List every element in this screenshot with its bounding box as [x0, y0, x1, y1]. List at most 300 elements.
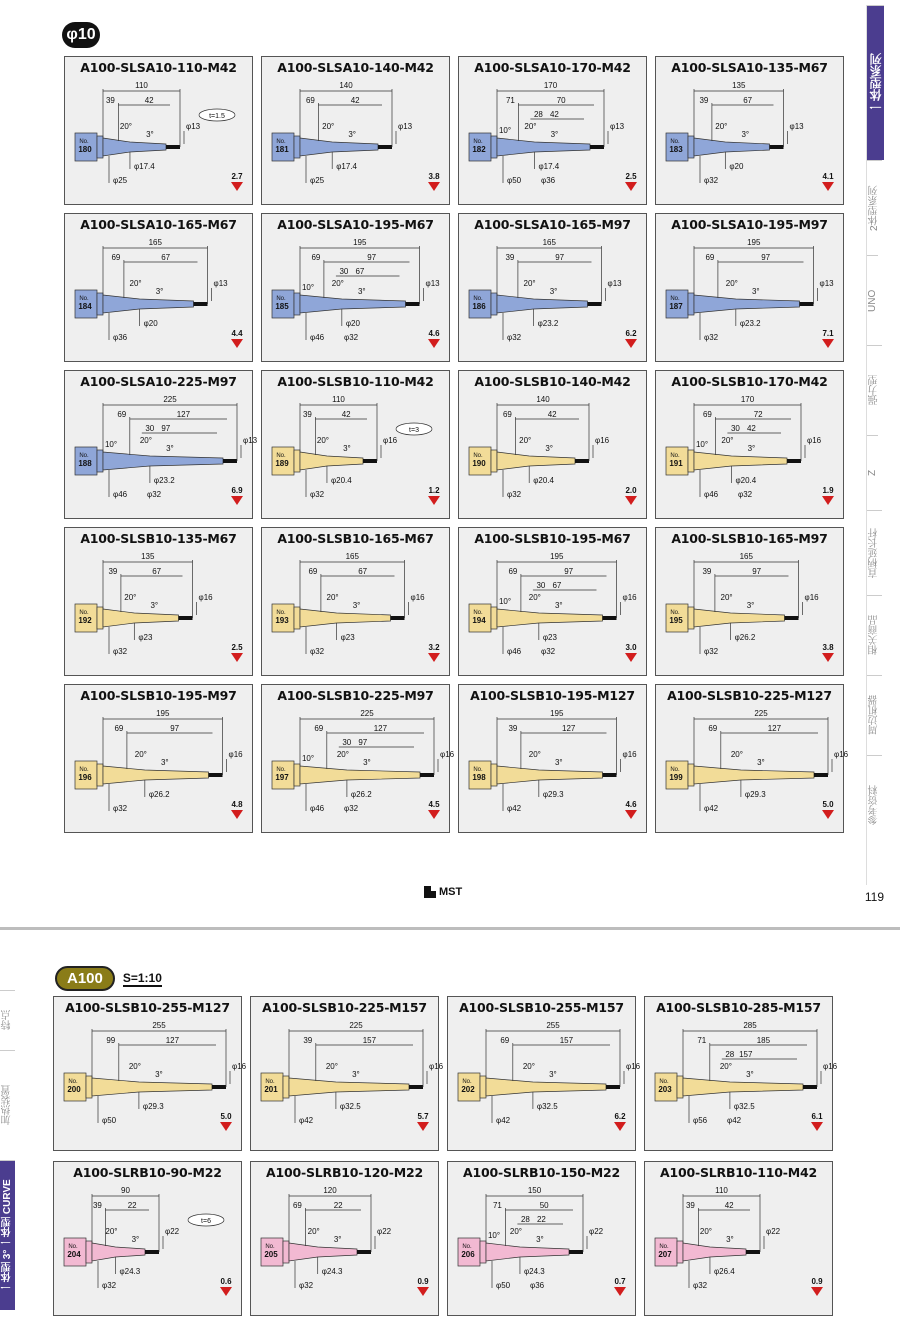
product-code: A100-SLSB10-165-M97 — [671, 531, 828, 546]
diameter-a: φ23 — [340, 633, 355, 642]
length-b: 127 — [176, 410, 191, 419]
side-tab[interactable]: 一体型系列 — [867, 5, 884, 160]
down-arrow-icon — [428, 182, 440, 191]
cutting-tool — [746, 1250, 760, 1254]
no-label: No. — [276, 296, 286, 302]
taper-angle: 3° — [166, 444, 174, 453]
down-arrow-icon — [822, 339, 834, 348]
holder-collar — [294, 764, 300, 786]
diameter-a: φ20 — [143, 319, 158, 328]
no-label: No. — [670, 767, 680, 773]
no-label: No. — [670, 296, 680, 302]
tool-drawing — [65, 705, 252, 833]
no-label: No. — [659, 1079, 669, 1085]
length-a: 39 — [702, 567, 712, 576]
down-arrow-icon — [822, 496, 834, 505]
diameter-c: φ32 — [344, 804, 359, 813]
length-b: 42 — [341, 410, 351, 419]
side-tab[interactable]: 周边机器 — [867, 675, 882, 755]
cutting-tool — [814, 773, 828, 777]
holder-collar — [97, 764, 103, 786]
diameter-b: φ32 — [507, 490, 522, 499]
diameter-b: φ50 — [507, 176, 522, 185]
tool-drawing — [656, 705, 849, 833]
tip-diameter: φ22 — [589, 1227, 604, 1236]
tip-diameter: φ16 — [626, 1062, 641, 1071]
product-card — [250, 1161, 439, 1316]
taper-shank — [486, 1078, 606, 1096]
product-code: A100-SLSB10-170-M42 — [671, 374, 828, 389]
product-card — [261, 527, 450, 676]
weight-value: 4.5 — [428, 800, 440, 809]
taper-shank — [289, 1078, 409, 1096]
taper-angle: 3° — [757, 758, 765, 767]
diameter-a: φ26.2 — [148, 790, 170, 799]
length-b: 127 — [373, 724, 388, 733]
diameter-c: φ32 — [738, 490, 753, 499]
overall-length: 170 — [740, 395, 755, 404]
weight-value: 6.2 — [614, 1112, 626, 1121]
product-card — [447, 996, 641, 1151]
diameter-a: φ20.4 — [533, 476, 554, 485]
angle-20: 20° — [139, 436, 152, 445]
diameter-b: φ42 — [704, 804, 719, 813]
product-grid-bottom — [53, 996, 838, 1316]
diameter-a: φ32.5 — [733, 1102, 755, 1111]
tool-drawing — [251, 1182, 438, 1310]
tip-diameter: φ16 — [823, 1062, 838, 1071]
item-number: 199 — [669, 773, 683, 782]
diameter-a: φ24.3 — [321, 1267, 343, 1276]
down-arrow-icon — [231, 182, 243, 191]
holder-collar — [97, 136, 103, 158]
length-c: 30 — [145, 424, 155, 433]
no-label: No. — [265, 1079, 275, 1085]
product-card — [261, 213, 450, 362]
tip-diameter: φ13 — [610, 122, 625, 131]
length-d: 97 — [161, 424, 171, 433]
left-tab[interactable]: 加热装置 — [0, 1050, 15, 1160]
item-number: 185 — [275, 302, 289, 311]
down-arrow-icon — [614, 1122, 626, 1131]
tip-diameter: φ16 — [429, 1062, 444, 1071]
tool-drawing — [656, 548, 843, 676]
weight-value: 3.8 — [822, 643, 834, 652]
no-label: No. — [659, 1244, 669, 1250]
product-code: A100-SLSB10-195-M97 — [80, 688, 237, 703]
angle-20: 20° — [124, 593, 137, 602]
series-header — [55, 966, 162, 991]
length-a: 39 — [92, 1201, 102, 1210]
overall-length: 165 — [739, 552, 753, 561]
overall-length: 150 — [527, 1186, 542, 1195]
diameter-b: φ25 — [310, 176, 325, 185]
length-b: 67 — [161, 253, 171, 262]
taper-shank — [289, 1243, 357, 1261]
tool-drawing — [645, 1017, 838, 1145]
product-card — [458, 213, 647, 362]
holder-collar — [294, 607, 300, 629]
cutting-tool — [603, 616, 617, 620]
side-tab[interactable]: 参考资料 — [867, 755, 882, 855]
side-tab[interactable]: UNO — [867, 255, 878, 345]
angle-20: 20° — [721, 436, 734, 445]
angle-20: 20° — [725, 279, 738, 288]
cutting-tool — [391, 616, 405, 620]
tip-diameter: φ22 — [766, 1227, 781, 1236]
diameter-b: φ46 — [310, 804, 325, 813]
angle-10: 10° — [301, 283, 315, 292]
overall-length: 165 — [148, 238, 162, 247]
overall-length: 120 — [323, 1186, 337, 1195]
cutting-tool — [409, 1085, 423, 1089]
product-code: A100-SLSA10-165-M97 — [474, 217, 631, 232]
product-code: A100-SLSA10-140-M42 — [277, 60, 434, 75]
holder-collar — [86, 1241, 92, 1263]
tool-drawing — [656, 234, 843, 362]
length-b: 42 — [724, 1201, 734, 1210]
angle-20: 20° — [129, 279, 142, 288]
tip-diameter: φ16 — [622, 750, 637, 759]
weight-value: 2.0 — [625, 486, 637, 495]
item-number: 207 — [658, 1250, 672, 1259]
side-tab[interactable]: 相关商品 — [867, 595, 882, 675]
length-c: 28 — [533, 110, 543, 119]
no-label: No. — [79, 139, 89, 145]
tool-drawing — [65, 77, 252, 205]
overall-length: 255 — [152, 1021, 166, 1030]
no-label: No. — [68, 1244, 78, 1250]
cutting-tool — [575, 459, 589, 463]
overall-length: 140 — [339, 81, 353, 90]
weight-value: 1.2 — [428, 486, 440, 495]
length-a: 69 — [314, 724, 324, 733]
length-a: 69 — [311, 253, 321, 262]
length-a: 69 — [702, 410, 712, 419]
item-number: 203 — [658, 1085, 672, 1094]
angle-20: 20° — [730, 750, 743, 759]
item-number: 187 — [669, 302, 683, 311]
no-label: No. — [473, 296, 483, 302]
length-a: 69 — [705, 253, 715, 262]
left-tab[interactable]: 一体型 3° 一体型 CURVE — [0, 1160, 15, 1310]
taper-angle: 3° — [131, 1235, 140, 1244]
product-grid-top — [64, 56, 849, 833]
weight-value: 2.7 — [231, 172, 243, 181]
product-code: A100-SLSB10-165-M67 — [277, 531, 434, 546]
diameter-a: φ23 — [542, 633, 557, 642]
cutting-tool — [145, 1250, 159, 1254]
taper-shank — [486, 1243, 569, 1261]
angle-20: 20° — [336, 750, 349, 759]
holder-collar — [294, 450, 300, 472]
item-number: 197 — [275, 773, 289, 782]
taper-angle: 3° — [746, 1070, 754, 1079]
product-card — [64, 684, 253, 833]
diameter-a: φ29.3 — [744, 790, 766, 799]
length-d: 97 — [358, 738, 368, 747]
down-arrow-icon — [811, 1122, 823, 1131]
no-label: No. — [68, 1079, 78, 1085]
angle-20: 20° — [509, 1227, 523, 1236]
holder-collar — [491, 293, 497, 315]
product-card — [53, 1161, 242, 1316]
scale-label: S=1:10 — [122, 970, 162, 985]
length-b: 97 — [564, 567, 574, 576]
tool-drawing — [645, 1182, 832, 1310]
product-card — [655, 213, 844, 362]
holder-collar — [688, 607, 694, 629]
tool-drawing — [65, 234, 252, 362]
tip-diameter: φ16 — [410, 593, 425, 602]
diameter-c: φ32 — [147, 490, 162, 499]
taper-shank — [694, 138, 770, 156]
diameter-b: φ46 — [113, 490, 128, 499]
weight-value: 0.6 — [220, 1277, 232, 1286]
catalog-page-next — [0, 930, 900, 1325]
product-card — [644, 1161, 833, 1316]
product-card — [655, 527, 844, 676]
taper-angle: 3° — [554, 758, 563, 767]
holder-collar — [294, 293, 300, 315]
length-b: 127 — [767, 724, 782, 733]
product-card — [64, 527, 253, 676]
length-b: 42 — [144, 96, 154, 105]
taper-shank — [300, 766, 420, 784]
weight-value: 3.0 — [625, 643, 637, 652]
down-arrow-icon — [625, 339, 637, 348]
taper-shank — [300, 452, 363, 470]
tool-drawing — [65, 548, 252, 676]
down-arrow-icon — [822, 810, 834, 819]
taper-angle: 3° — [545, 444, 554, 453]
taper-angle: 3° — [155, 287, 164, 296]
taper-shank — [497, 138, 590, 156]
tool-drawing — [448, 1182, 635, 1310]
left-index-tabs — [0, 990, 36, 1325]
thickness-value: t=6 — [201, 1218, 211, 1225]
taper-angle: 3° — [363, 758, 371, 767]
length-c: 30 — [730, 424, 740, 433]
side-index-tabs — [866, 5, 900, 885]
side-tab[interactable]: Z — [867, 435, 878, 510]
diameter-a: φ26.4 — [713, 1267, 735, 1276]
diameter-c: φ36 — [541, 176, 556, 185]
angle-20: 20° — [134, 750, 147, 759]
diameter-b: φ32 — [704, 333, 719, 342]
weight-value: 0.9 — [811, 1277, 823, 1286]
item-number: 196 — [78, 773, 92, 782]
item-number: 190 — [472, 459, 486, 468]
tool-drawing — [459, 705, 646, 833]
mst-logo-icon — [424, 886, 436, 898]
side-tab[interactable]: 2体型系列 — [867, 160, 882, 255]
diameter-c: φ42 — [727, 1116, 742, 1125]
tool-drawing — [54, 1017, 247, 1145]
diameter-a: φ20 — [345, 319, 360, 328]
length-a: 69 — [508, 567, 518, 576]
item-number: 202 — [461, 1085, 475, 1094]
diameter-b: φ32 — [113, 804, 128, 813]
tip-diameter: φ16 — [804, 593, 819, 602]
no-label: No. — [276, 453, 286, 459]
tip-diameter: φ16 — [232, 1062, 247, 1071]
angle-10: 10° — [695, 440, 709, 449]
taper-angle: 3° — [554, 601, 563, 610]
product-card — [655, 684, 849, 833]
length-b: 70 — [556, 96, 566, 105]
taper-shank — [300, 295, 406, 313]
taper-angle: 3° — [746, 601, 755, 610]
cutting-tool — [194, 302, 208, 306]
diameter-c: φ32 — [344, 333, 359, 342]
down-arrow-icon — [811, 1287, 823, 1296]
length-b: 185 — [756, 1036, 771, 1045]
product-card — [64, 56, 253, 205]
overall-length: 225 — [754, 709, 768, 718]
side-tab[interactable]: 强力型 — [867, 345, 882, 435]
tip-diameter: φ16 — [807, 436, 822, 445]
holder-collar — [97, 293, 103, 315]
diameter-b: φ42 — [507, 804, 522, 813]
length-a: 69 — [292, 1201, 302, 1210]
holder-collar — [480, 1241, 486, 1263]
diameter-a: φ29.3 — [542, 790, 564, 799]
length-d: 42 — [746, 424, 756, 433]
length-b: 157 — [559, 1036, 574, 1045]
item-number: 183 — [669, 145, 683, 154]
overall-length: 165 — [542, 238, 556, 247]
taper-angle: 3° — [747, 444, 756, 453]
down-arrow-icon — [625, 182, 637, 191]
diameter-badge: φ10 — [62, 22, 100, 48]
cutting-tool — [363, 459, 377, 463]
holder-collar — [677, 1076, 683, 1098]
product-code: A100-SLSB10-195-M67 — [474, 531, 631, 546]
length-a: 71 — [505, 96, 515, 105]
weight-value: 5.0 — [822, 800, 834, 809]
no-label: No. — [473, 610, 483, 616]
angle-20: 20° — [128, 1062, 141, 1071]
thickness-value: t=1.5 — [209, 113, 225, 120]
product-code: A100-SLSB10-225-M127 — [667, 688, 832, 703]
item-number: 198 — [472, 773, 486, 782]
tip-diameter: φ13 — [243, 436, 258, 445]
length-a: 69 — [500, 1036, 510, 1045]
diameter-a: φ24.3 — [119, 1267, 141, 1276]
product-card — [261, 56, 450, 205]
product-code: A100-SLSB10-225-M157 — [262, 1000, 427, 1015]
length-b: 97 — [555, 253, 565, 262]
length-a: 39 — [108, 567, 118, 576]
length-b: 42 — [350, 96, 360, 105]
product-card — [447, 1161, 636, 1316]
cutting-tool — [606, 1085, 620, 1089]
length-b: 127 — [562, 724, 576, 733]
no-label: No. — [670, 610, 680, 616]
length-b: 97 — [170, 724, 180, 733]
weight-value: 4.8 — [231, 800, 243, 809]
taper-angle: 3° — [150, 601, 159, 610]
cutting-tool — [209, 773, 223, 777]
taper-shank — [694, 766, 814, 784]
diameter-a: φ23.2 — [739, 319, 761, 328]
no-label: No. — [276, 610, 286, 616]
angle-10: 10° — [487, 1231, 501, 1240]
taper-shank — [103, 295, 194, 313]
diameter-a: φ32.5 — [536, 1102, 558, 1111]
taper-shank — [497, 609, 603, 627]
overall-length: 225 — [349, 1021, 363, 1030]
holder-collar — [480, 1076, 486, 1098]
diameter-a: φ26.2 — [734, 633, 756, 642]
diameter-c: φ32 — [541, 647, 556, 656]
cutting-tool — [223, 459, 237, 463]
product-code: A100-SLSA10-110-M42 — [80, 60, 237, 75]
tip-diameter: φ16 — [383, 436, 398, 445]
tool-drawing — [459, 77, 646, 205]
no-label: No. — [79, 767, 89, 773]
weight-value: 5.0 — [220, 1112, 232, 1121]
diameter-a: φ23.2 — [153, 476, 175, 485]
no-label: No. — [473, 767, 483, 773]
taper-shank — [497, 295, 588, 313]
product-code: A100-SLSB10-135-M67 — [80, 531, 237, 546]
length-d: 67 — [552, 581, 562, 590]
diameter-a: φ32.5 — [339, 1102, 361, 1111]
holder-collar — [677, 1241, 683, 1263]
angle-20: 20° — [699, 1227, 713, 1236]
diameter-a: φ17.4 — [133, 162, 155, 171]
taper-angle: 3° — [549, 287, 558, 296]
weight-value: 0.9 — [417, 1277, 429, 1286]
overall-length: 135 — [141, 552, 155, 561]
cutting-tool — [420, 773, 434, 777]
overall-length: 140 — [536, 395, 550, 404]
length-a: 39 — [508, 724, 518, 733]
overall-length: 110 — [135, 81, 148, 90]
diameter-a: φ17.4 — [336, 162, 357, 171]
diameter-b: φ50 — [102, 1116, 117, 1125]
angle-10: 10° — [498, 126, 512, 135]
overall-length: 195 — [747, 238, 761, 247]
item-number: 181 — [275, 145, 289, 154]
diameter-b: φ32 — [299, 1281, 314, 1290]
tip-diameter: φ13 — [425, 279, 440, 288]
taper-angle: 3° — [549, 1070, 557, 1079]
weight-value: 4.6 — [428, 329, 440, 338]
item-number: 200 — [67, 1085, 81, 1094]
cutting-tool — [406, 302, 420, 306]
taper-angle: 3° — [155, 1070, 163, 1079]
product-card — [64, 213, 253, 362]
length-d: 42 — [549, 110, 559, 119]
diameter-b: φ46 — [704, 490, 719, 499]
tool-drawing — [262, 548, 449, 676]
left-tab[interactable]: 特点 — [0, 990, 15, 1050]
side-tab[interactable]: 直柄延长杆 — [867, 510, 882, 595]
tip-diameter: φ16 — [834, 750, 849, 759]
weight-value: 4.4 — [231, 329, 243, 338]
length-c: 28 — [725, 1050, 735, 1059]
product-code: A100-SLSB10-255-M157 — [459, 1000, 624, 1015]
diameter-b: φ56 — [693, 1116, 708, 1125]
down-arrow-icon — [417, 1287, 429, 1296]
product-code: A100-SLSA10-170-M42 — [474, 60, 631, 75]
length-a: 39 — [699, 96, 709, 105]
angle-20: 20° — [326, 593, 339, 602]
angle-20: 20° — [316, 436, 330, 445]
